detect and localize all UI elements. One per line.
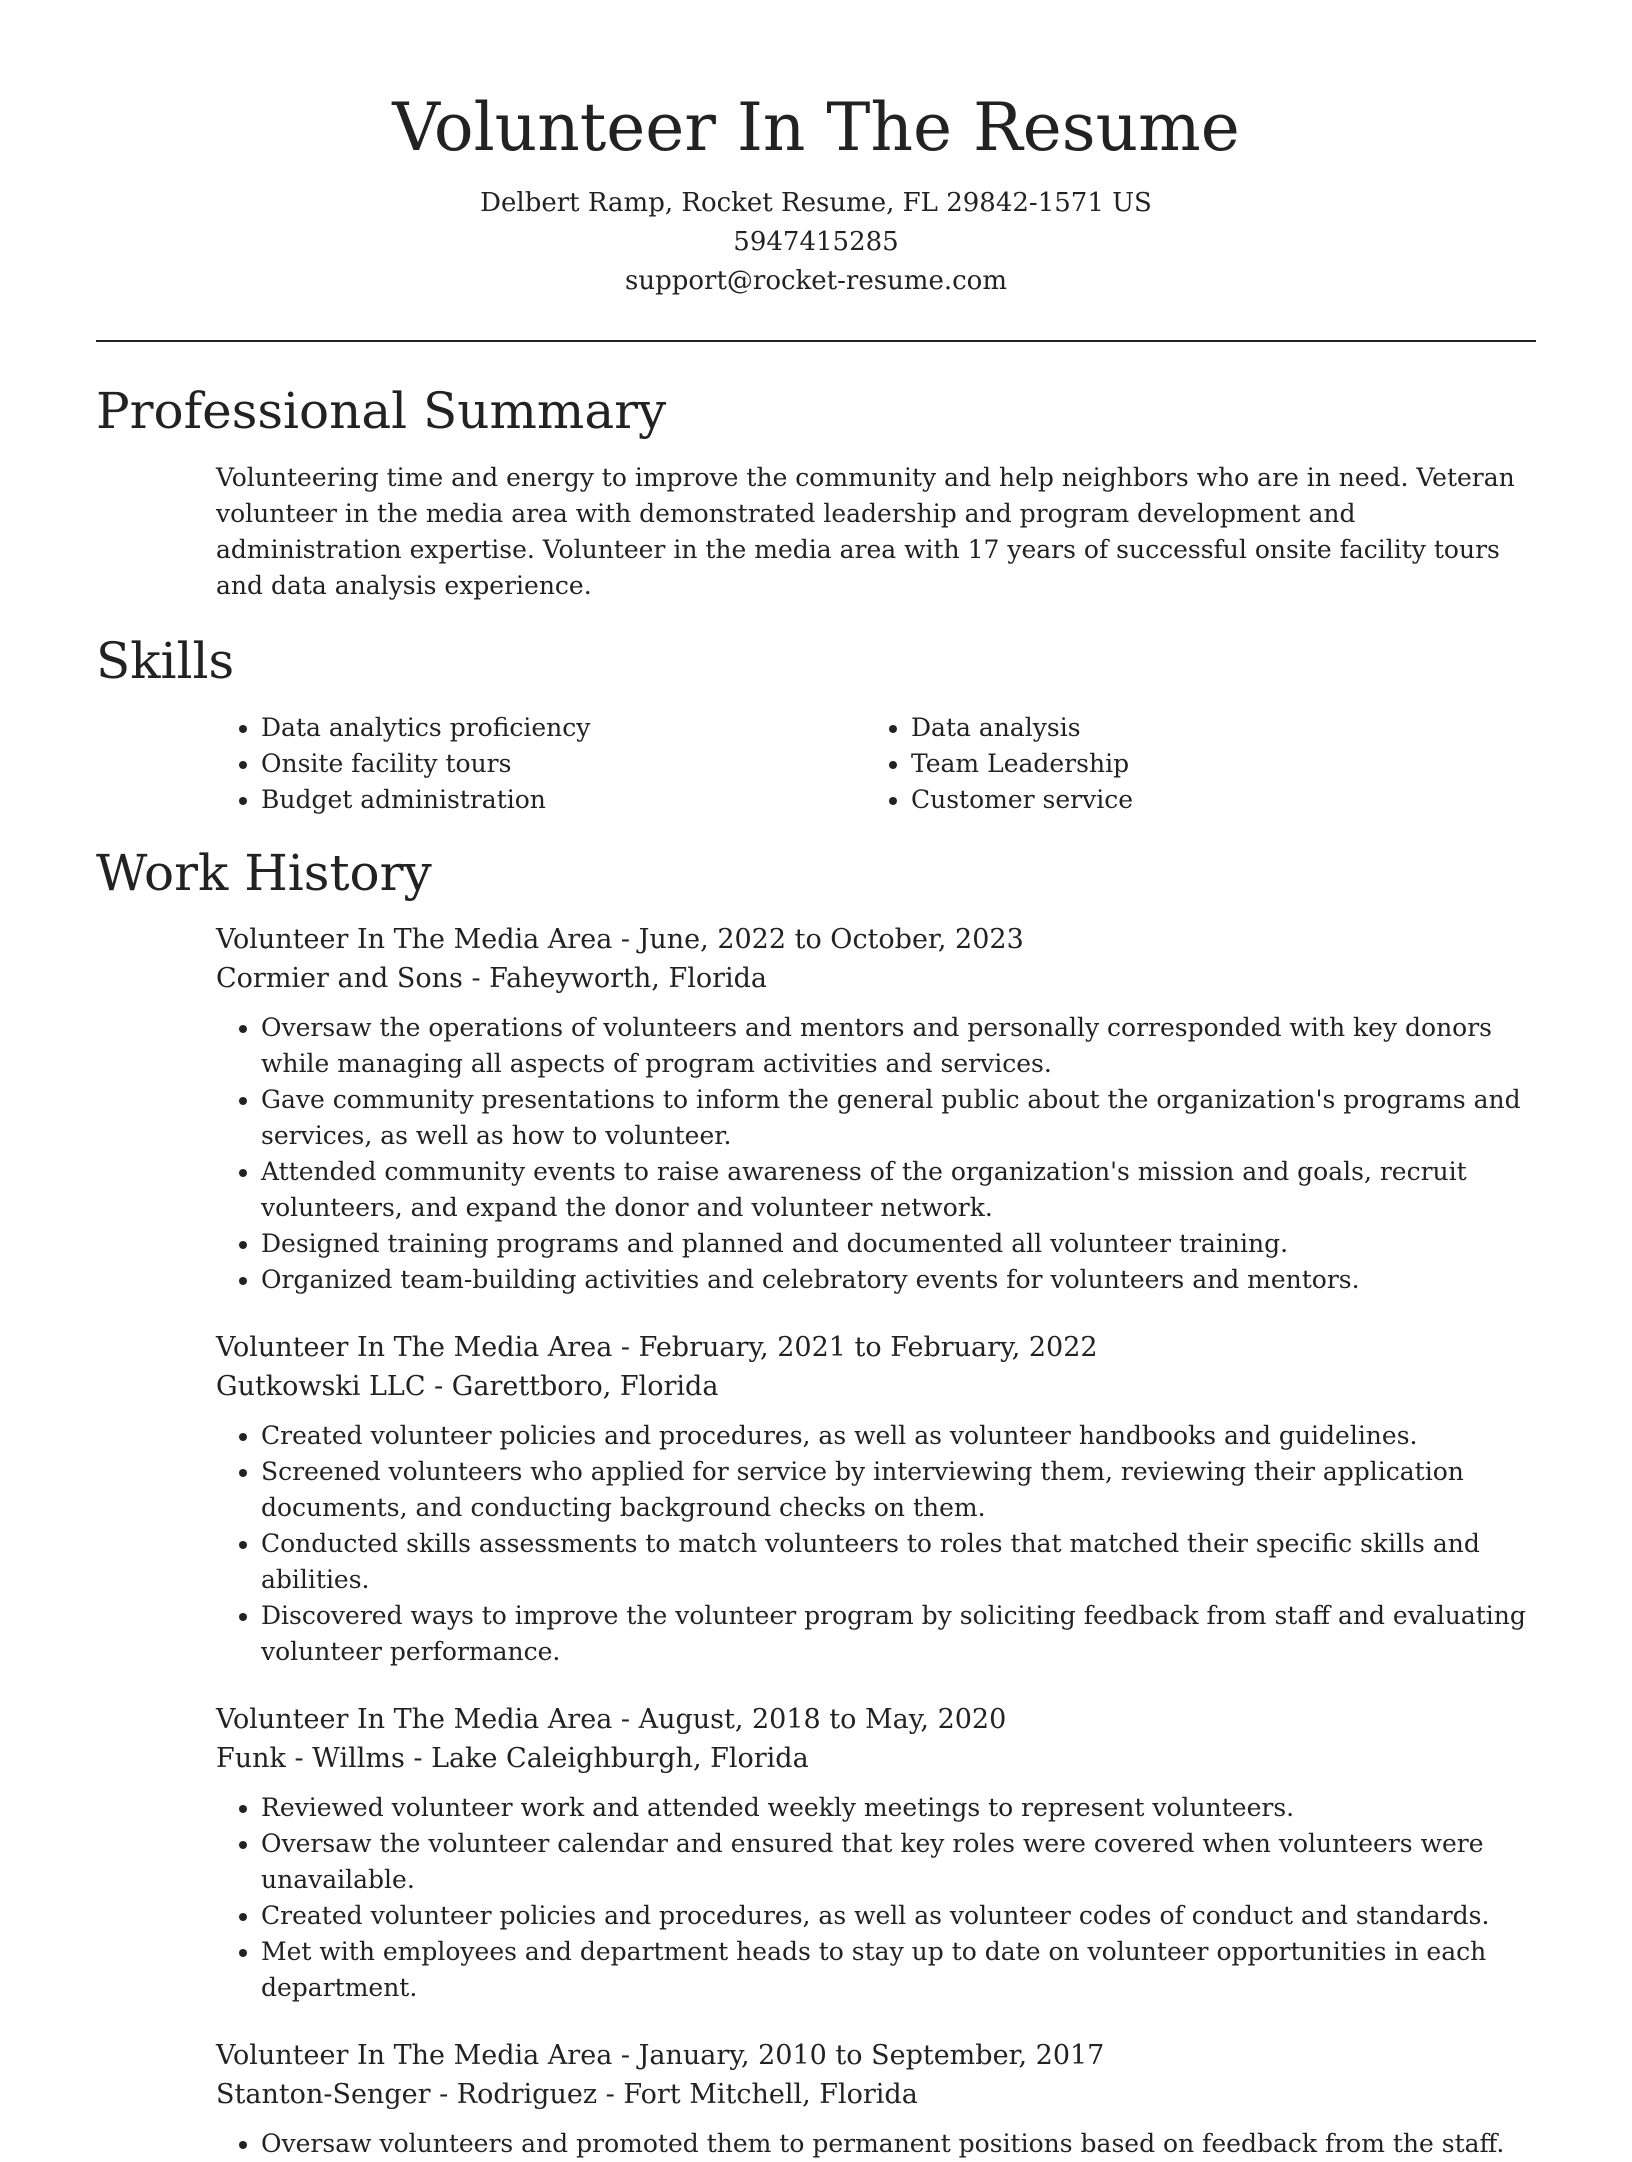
job-bullet: • Discovered ways to improve the volunteer program by soliciting feedback from staff and evaluating volunteer performance.	[261, 1598, 1546, 1670]
job-title-line: Volunteer In The Media Area - August, 2018 to May, 2020	[216, 1704, 1007, 1735]
job-entry	[216, 920, 1546, 1298]
skill-item: • Onsite facility tours	[261, 746, 866, 782]
skill-item: • Data analytics proficiency	[261, 710, 866, 746]
contact-email: support@rocket-resume.com	[624, 266, 1007, 296]
job-bullet: • Attended community events to raise awareness of the organization's mission and goals, recruit volunteers, and expand the donor and volunteer network.	[261, 1154, 1546, 1226]
skill-item: • Team Leadership	[911, 746, 1516, 782]
job-bullets	[216, 1010, 1546, 1298]
job-bullets	[216, 2126, 1546, 2162]
contact-block	[96, 184, 1536, 301]
skill-item: • Customer service	[911, 782, 1516, 818]
job-bullet: • Oversaw the volunteer calendar and ensured that key roles were covered when volunteers were unavailable.	[261, 1826, 1546, 1898]
job-bullet: • Oversaw volunteers and promoted them to permanent positions based on feedback from the staff.	[261, 2126, 1546, 2162]
job-company-line: Cormier and Sons - Faheyworth, Florida	[216, 963, 768, 994]
header-divider	[96, 340, 1536, 342]
job-bullets	[216, 1418, 1546, 1670]
skills-column-left	[216, 710, 866, 818]
job-bullet: • Created volunteer policies and procedures, as well as volunteer handbooks and guidelines.	[261, 1418, 1546, 1454]
skills-column-right	[866, 710, 1516, 818]
job-company-line: Stanton-Senger - Rodriguez - Fort Mitchell, Florida	[216, 2079, 918, 2110]
work-history-heading: Work History	[96, 844, 432, 902]
job-title-line: Volunteer In The Media Area - February, 2021 to February, 2022	[216, 1332, 1098, 1363]
job-bullet: • Created volunteer policies and procedures, as well as volunteer codes of conduct and standards.	[261, 1898, 1546, 1934]
summary-heading: Professional Summary	[96, 382, 667, 440]
job-bullet: • Screened volunteers who applied for service by interviewing them, reviewing their application documents, and conducting background checks on them.	[261, 1454, 1546, 1526]
job-company-line: Gutkowski LLC - Garettboro, Florida	[216, 1371, 719, 1402]
resume-page	[96, 0, 1536, 2162]
job-entry	[216, 2036, 1546, 2162]
job-entry	[216, 1700, 1546, 2006]
contact-address: Delbert Ramp, Rocket Resume, FL 29842-1571 US	[480, 188, 1152, 218]
job-bullet: • Met with employees and department heads to stay up to date on volunteer opportunities in each department.	[261, 1934, 1546, 2006]
job-bullet: • Designed training programs and planned and documented all volunteer training.	[261, 1226, 1546, 1262]
skills-heading: Skills	[96, 632, 235, 690]
job-bullet: • Gave community presentations to inform the general public about the organization's programs and services, as well as how to volunteer.	[261, 1082, 1546, 1154]
contact-phone: 5947415285	[733, 227, 899, 257]
job-bullet: • Oversaw the operations of volunteers and mentors and personally corresponded with key donors while managing all aspects of program activities and services.	[261, 1010, 1546, 1082]
job-title-line: Volunteer In The Media Area - January, 2010 to September, 2017	[216, 2040, 1105, 2071]
job-title-line: Volunteer In The Media Area - June, 2022 to October, 2023	[216, 924, 1024, 955]
summary-text: Volunteering time and energy to improve the community and help neighbors who are in need. Veteran volunteer in the media area with demonstrated leadership and program development and administration expertise. Volunteer in the media area with 17 years of successful onsite facility tours and data analysis experience.	[216, 463, 1515, 600]
job-bullet: • Conducted skills assessments to match volunteers to roles that matched their specific skills and abilities.	[261, 1526, 1546, 1598]
job-bullet: • Reviewed volunteer work and attended weekly meetings to represent volunteers.	[261, 1790, 1546, 1826]
resume-title: Volunteer In The Resume	[392, 89, 1240, 166]
skill-item: • Budget administration	[261, 782, 866, 818]
skills-list	[216, 710, 1536, 818]
job-bullet: • Organized team-building activities and celebratory events for volunteers and mentors.	[261, 1262, 1546, 1298]
job-company-line: Funk - Willms - Lake Caleighburgh, Florida	[216, 1743, 809, 1774]
job-entry	[216, 1328, 1546, 1670]
skill-item: • Data analysis	[911, 710, 1516, 746]
job-bullets	[216, 1790, 1546, 2006]
